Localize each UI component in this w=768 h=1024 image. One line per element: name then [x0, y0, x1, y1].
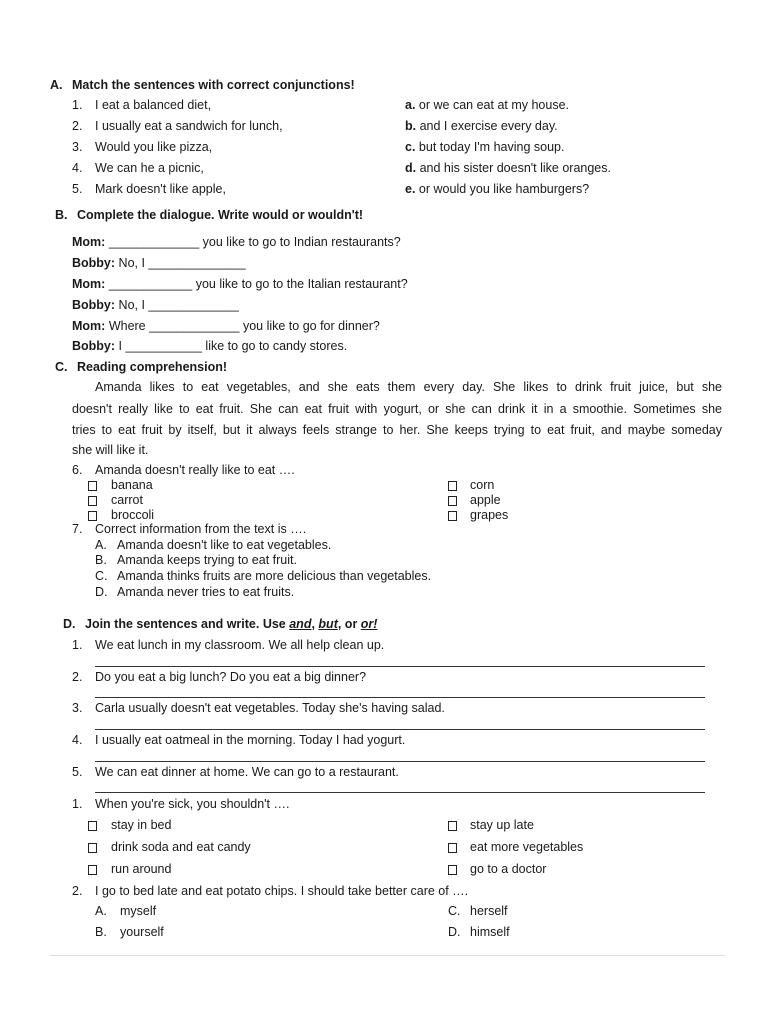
reading-paragraph-line: tries to eat fruit by itself, but it always feels strange to her. She keeps trying to eat fruit, and maybe someday [72, 423, 722, 437]
option-letter: b. [405, 119, 417, 133]
option-text: but today I'm having soup. [418, 140, 565, 154]
option-text: stay up late [470, 818, 534, 832]
match-option [405, 118, 558, 134]
option-text: himself [470, 925, 510, 939]
word-and: and [289, 617, 312, 631]
dialogue-line [72, 318, 380, 334]
question-text: I go to bed late and eat potato chips. I should take better care of …. [95, 884, 469, 898]
option-letter: B. [95, 925, 107, 939]
option-text: Amanda keeps trying to eat fruit. [117, 553, 297, 567]
question-number: 2. [72, 884, 83, 898]
question-number: 1. [72, 797, 83, 811]
dialogue-text: ____________ you like to go to the Italian restaurant? [108, 277, 408, 291]
speaker: Mom: [72, 319, 106, 333]
section-b-letter: B. [55, 208, 68, 222]
dialogue-line [72, 276, 408, 292]
option-text: Amanda thinks fruits are more delicious than vegetables. [117, 569, 432, 583]
checkbox[interactable] [88, 511, 97, 521]
option-text: yourself [120, 925, 164, 939]
checkbox[interactable] [448, 481, 457, 491]
title-prefix: Join the sentences and write. Use [85, 617, 290, 631]
option-text: grapes [470, 508, 509, 522]
checkbox[interactable] [88, 843, 97, 853]
option-text: and I exercise every day. [419, 119, 558, 133]
option-text: Amanda never tries to eat fruits. [117, 585, 295, 599]
item-text: I usually eat oatmeal in the morning. Today I had yogurt. [95, 733, 406, 747]
dialogue-text: No, I _____________ [118, 298, 239, 312]
option-letter: c. [405, 140, 416, 154]
option-text: apple [470, 493, 501, 507]
item-text: I usually eat a sandwich for lunch, [95, 119, 283, 133]
option-text: or we can eat at my house. [418, 98, 570, 112]
item-number: 5. [72, 765, 83, 779]
option-text: broccoli [111, 508, 155, 522]
page-bottom-divider [50, 955, 725, 956]
section-d-title [85, 616, 377, 632]
checkbox[interactable] [448, 843, 457, 853]
dialogue-line [72, 297, 239, 313]
match-option [405, 181, 589, 197]
speaker: Mom: [72, 235, 106, 249]
item-number: 2. [72, 670, 83, 684]
option-letter: a. [405, 98, 416, 112]
reading-paragraph-line: Amanda likes to eat vegetables, and she eats them every day. She likes to drink fruit juice, but she [95, 380, 722, 394]
option-letter: d. [405, 161, 417, 175]
item-number: 3. [72, 140, 83, 154]
section-b-title: Complete the dialogue. Write would or wouldn't! [77, 208, 364, 222]
separator: , or [337, 617, 361, 631]
reading-paragraph-line: she will like it. [72, 443, 149, 457]
item-number: 4. [72, 733, 83, 747]
section-a-letter: A. [50, 78, 63, 92]
option-text: go to a doctor [470, 862, 547, 876]
option-text: banana [111, 478, 153, 492]
checkbox[interactable] [88, 821, 97, 831]
question-text: When you're sick, you shouldn't …. [95, 797, 290, 811]
separator: , [311, 617, 319, 631]
match-option [405, 97, 569, 113]
item-text: Mark doesn't like apple, [95, 182, 226, 196]
option-text: drink soda and eat candy [111, 840, 251, 854]
item-number: 4. [72, 161, 83, 175]
option-text: Amanda doesn't like to eat vegetables. [117, 538, 332, 552]
item-text: We can he a picnic, [95, 161, 204, 175]
dialogue-text: I ___________ like to go to candy stores. [118, 339, 348, 353]
checkbox[interactable] [88, 496, 97, 506]
checkbox[interactable] [448, 821, 457, 831]
question-text: Amanda doesn't really like to eat …. [95, 463, 295, 477]
item-text: Carla usually doesn't eat vegetables. Today she's having salad. [95, 701, 445, 715]
option-letter: C. [448, 904, 461, 918]
section-c-letter: C. [55, 360, 68, 374]
option-letter: C. [95, 569, 108, 583]
word-or: or! [360, 617, 378, 631]
speaker: Bobby: [72, 298, 116, 312]
checkbox[interactable] [448, 496, 457, 506]
option-letter: A. [95, 538, 107, 552]
match-option [405, 139, 564, 155]
item-text: We eat lunch in my classroom. We all help clean up. [95, 638, 385, 652]
answer-line[interactable] [95, 761, 705, 762]
item-text: Would you like pizza, [95, 140, 213, 154]
option-text: or would you like hamburgers? [418, 182, 590, 196]
dialogue-text: No, I ______________ [118, 256, 246, 270]
speaker: Mom: [72, 277, 106, 291]
section-c-title: Reading comprehension! [77, 360, 228, 374]
item-text: We can eat dinner at home. We can go to a restaurant. [95, 765, 399, 779]
checkbox[interactable] [88, 481, 97, 491]
dialogue-line [72, 234, 401, 250]
option-text: stay in bed [111, 818, 172, 832]
dialogue-line [72, 255, 246, 271]
question-text: Correct information from the text is …. [95, 522, 307, 536]
item-number: 3. [72, 701, 83, 715]
option-text: myself [120, 904, 157, 918]
option-text: herself [470, 904, 508, 918]
answer-line[interactable] [95, 792, 705, 793]
item-text: I eat a balanced diet, [95, 98, 212, 112]
item-number: 5. [72, 182, 83, 196]
item-number: 2. [72, 119, 83, 133]
option-letter: B. [95, 553, 107, 567]
answer-line[interactable] [95, 729, 705, 730]
speaker: Bobby: [72, 256, 116, 270]
option-letter: D. [448, 925, 461, 939]
item-text: Do you eat a big lunch? Do you eat a big dinner? [95, 670, 367, 684]
item-number: 1. [72, 98, 83, 112]
question-number: 6. [72, 463, 83, 477]
dialogue-text: Where _____________ you like to go for dinner? [108, 319, 380, 333]
option-text: and his sister doesn't like oranges. [419, 161, 611, 175]
word-but: but [318, 617, 338, 631]
section-a-title: Match the sentences with correct conjunctions! [72, 78, 355, 92]
match-option [405, 160, 611, 176]
dialogue-line [72, 338, 347, 354]
checkbox[interactable] [448, 865, 457, 875]
question-number: 7. [72, 522, 83, 536]
option-text: run around [111, 862, 172, 876]
answer-line[interactable] [95, 697, 705, 698]
section-d-letter: D. [63, 617, 76, 631]
checkbox[interactable] [88, 865, 97, 875]
item-number: 1. [72, 638, 83, 652]
option-text: carrot [111, 493, 143, 507]
checkbox[interactable] [448, 511, 457, 521]
option-letter: D. [95, 585, 108, 599]
option-letter: A. [95, 904, 107, 918]
option-text: corn [470, 478, 495, 492]
answer-line[interactable] [95, 666, 705, 667]
reading-paragraph-line: doesn't really like to eat fruit. She can eat fruit with yogurt, or she can drink it in a smoothie. Sometimes she [72, 402, 722, 416]
option-text: eat more vegetables [470, 840, 584, 854]
speaker: Bobby: [72, 339, 116, 353]
option-letter: e. [405, 182, 416, 196]
dialogue-text: _____________ you like to go to Indian restaurants? [108, 235, 401, 249]
